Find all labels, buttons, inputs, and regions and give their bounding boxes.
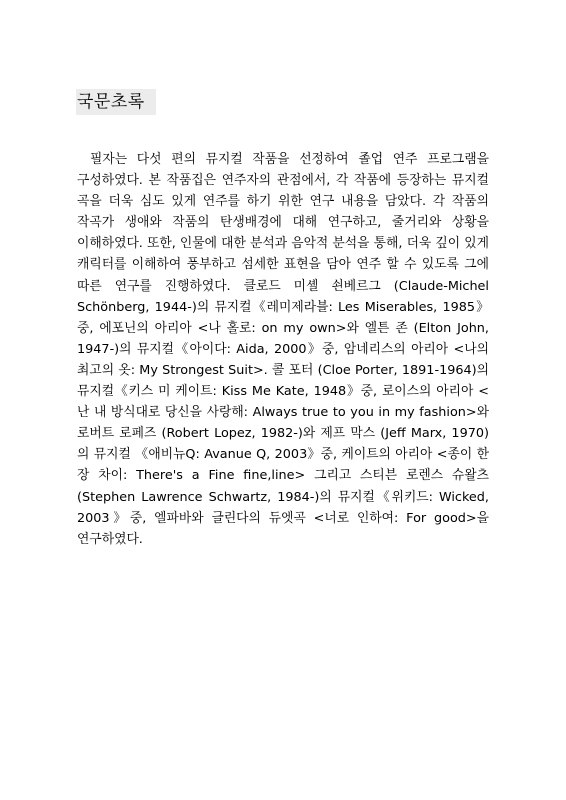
abstract-paragraph: 필자는 다섯 편의 뮤지컬 작품을 선정하여 졸업 연주 프로그램을 구성하였다. 본 작품집은 연주자의 관점에서, 각 작품에 등장하는 뮤지컬 곡을 더욱 심도 있게 연주를 하기 위한 연구 내용을 담았다. 각 작품의 작곡가 생애와 작품의 탄생배경에 대해 연구하고, 줄거리와 상황을 이해하였다. 또한, 인물에 대한 분석과 음악적 분석을 통해, 더욱 깊이 있게 캐릭터를 이해하여 풍부하고 섬세한 표현을 담아 연주 할 수 있도록 그에 따른 연구를 진행하였다. 클로드 미셸 쇤베르그 (Claude-Michel Schönberg, 1944-)의 뮤지컬《레미제라블: Les Miserables, 1985》중, 에포닌의 아리아 <나 홀로: on my own>와 엘튼 존 (Elton John, 1947-)의 뮤지컬《아이다: Aida, 2000》중, 암네리스의 아리아 <나의 최고의 옷: My Strongest Suit>. 콜 포터 (Cloe Porter, 1891-1964)의 뮤지컬《키스 미 케이트: Kiss Me Kate, 1948》중, 로이스의 아리아 <난 내 방식대로 당신을 사랑해: Always true to you in my fashion>와 로버트 로페즈 (Robert Lopez, 1982-)와 제프 막스 (Jeff Marx, 1970)의 뮤지컬 《애비뉴Q: Avanue Q, 2003》중, 케이트의 아리아 <종이 한 장 차이: There's a Fine fine,line> 그리고 스티븐 로렌스 슈왈츠 (Stephen Lawrence Schwartz, 1984-)의 뮤지컬《위키드: Wicked, 2003》중, 엘파바와 글린다의 듀엣곡 <너로 인하여: For good>을 연구하였다.	[77, 152, 489, 547]
page-title: 국문초록	[77, 92, 145, 112]
